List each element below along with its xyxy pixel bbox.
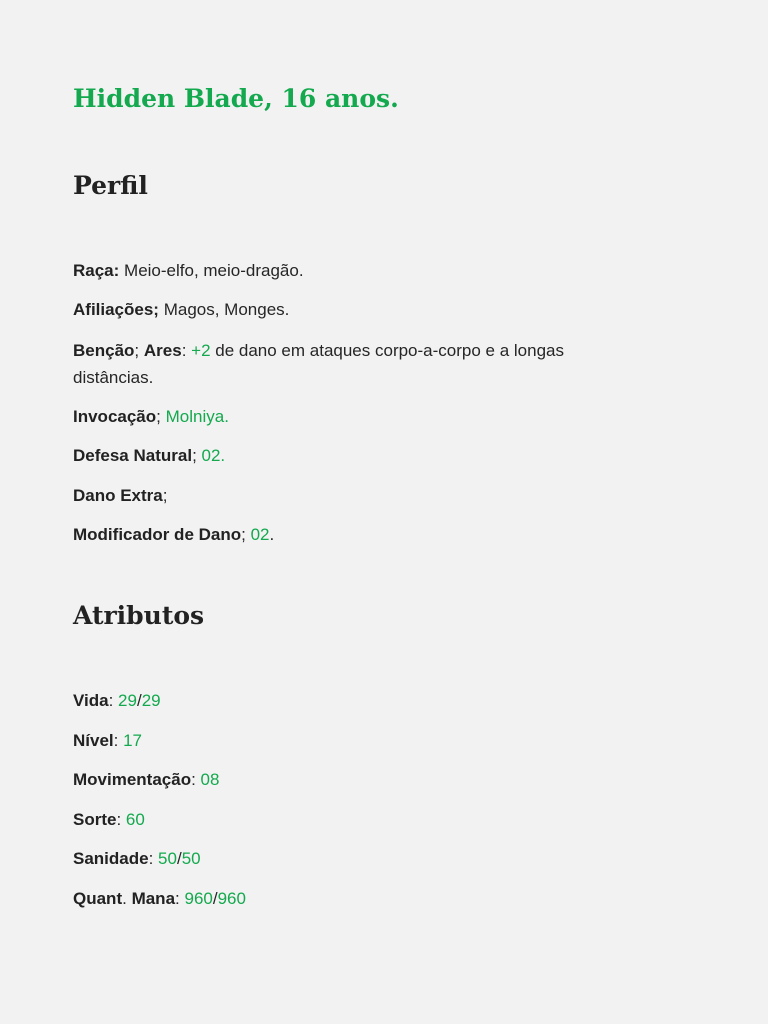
raca-value: Meio-elfo, meio-dragão. (119, 261, 304, 280)
sanidade-current: 50 (158, 849, 177, 868)
movimentacao-label: Movimentação (73, 770, 192, 789)
afiliacoes-value: Magos, Monges. (158, 300, 290, 319)
atributos-heading: Atributos (73, 601, 205, 630)
perfil-heading: Perfil (73, 171, 148, 200)
nivel-value: 17 (123, 731, 143, 750)
vida-max: 29 (141, 691, 161, 710)
invocacao-line (73, 403, 633, 430)
sorte-separator: : (116, 810, 126, 829)
invocacao-value: Molniya. (165, 407, 229, 426)
modificador-value: 02 (250, 525, 270, 544)
vida-line (73, 687, 633, 714)
defesa-label: Defesa Natural (73, 446, 193, 465)
bencao-line (73, 337, 633, 391)
movimentacao-separator: : (191, 770, 201, 789)
nivel-line (73, 727, 633, 754)
afiliacoes-label: Afiliações; (73, 300, 159, 319)
ares-separator: : (181, 341, 192, 360)
invocacao-separator: ; (156, 407, 166, 426)
defesa-separator: ; (192, 446, 202, 465)
movimentacao-line (73, 766, 633, 793)
vida-separator: : (108, 691, 119, 710)
mana-label-quant: Quant (73, 889, 123, 908)
sanidade-line (73, 845, 633, 872)
vida-label: Vida (73, 691, 109, 710)
mana-label-mana: Mana (131, 889, 176, 908)
character-title: Hidden Blade, 16 anos. (73, 84, 399, 113)
nivel-separator: : (113, 731, 124, 750)
mana-separator: : (175, 889, 185, 908)
defesa-line (73, 442, 633, 469)
modificador-separator: ; (241, 525, 251, 544)
modificador-label: Modificador de Dano (73, 525, 242, 544)
dano-extra-label: Dano Extra (73, 486, 163, 505)
afiliacoes-line (73, 296, 633, 323)
defesa-value: 02. (201, 446, 226, 465)
mana-line (73, 885, 633, 912)
mana-current: 960 (184, 889, 213, 908)
sorte-label: Sorte (73, 810, 117, 829)
bencao-text: de dano em ataques corpo-a-corpo e a longas distâncias. (73, 341, 564, 387)
raca-line (73, 257, 633, 284)
sanidade-slash: / (176, 849, 182, 868)
sorte-line (73, 806, 633, 833)
ares-label: Ares (143, 341, 182, 360)
dano-extra-separator: ; (162, 486, 168, 505)
sorte-value: 60 (125, 810, 145, 829)
sanidade-label: Sanidade (73, 849, 149, 868)
vida-current: 29 (118, 691, 137, 710)
modificador-line (73, 521, 633, 548)
sanidade-max: 50 (181, 849, 201, 868)
mana-dot: . (122, 889, 132, 908)
mana-max: 960 (217, 889, 246, 908)
mana-slash: / (212, 889, 218, 908)
raca-label: Raça: (73, 261, 120, 280)
dano-extra-line (73, 482, 633, 509)
nivel-label: Nível (73, 731, 114, 750)
bencao-bonus: +2 (191, 341, 211, 360)
vida-slash: / (136, 691, 142, 710)
modificador-end: . (269, 525, 275, 544)
sanidade-separator: : (148, 849, 159, 868)
bencao-separator: ; (134, 341, 144, 360)
movimentacao-value: 08 (200, 770, 220, 789)
invocacao-label: Invocação (73, 407, 157, 426)
bencao-label: Benção (73, 341, 135, 360)
